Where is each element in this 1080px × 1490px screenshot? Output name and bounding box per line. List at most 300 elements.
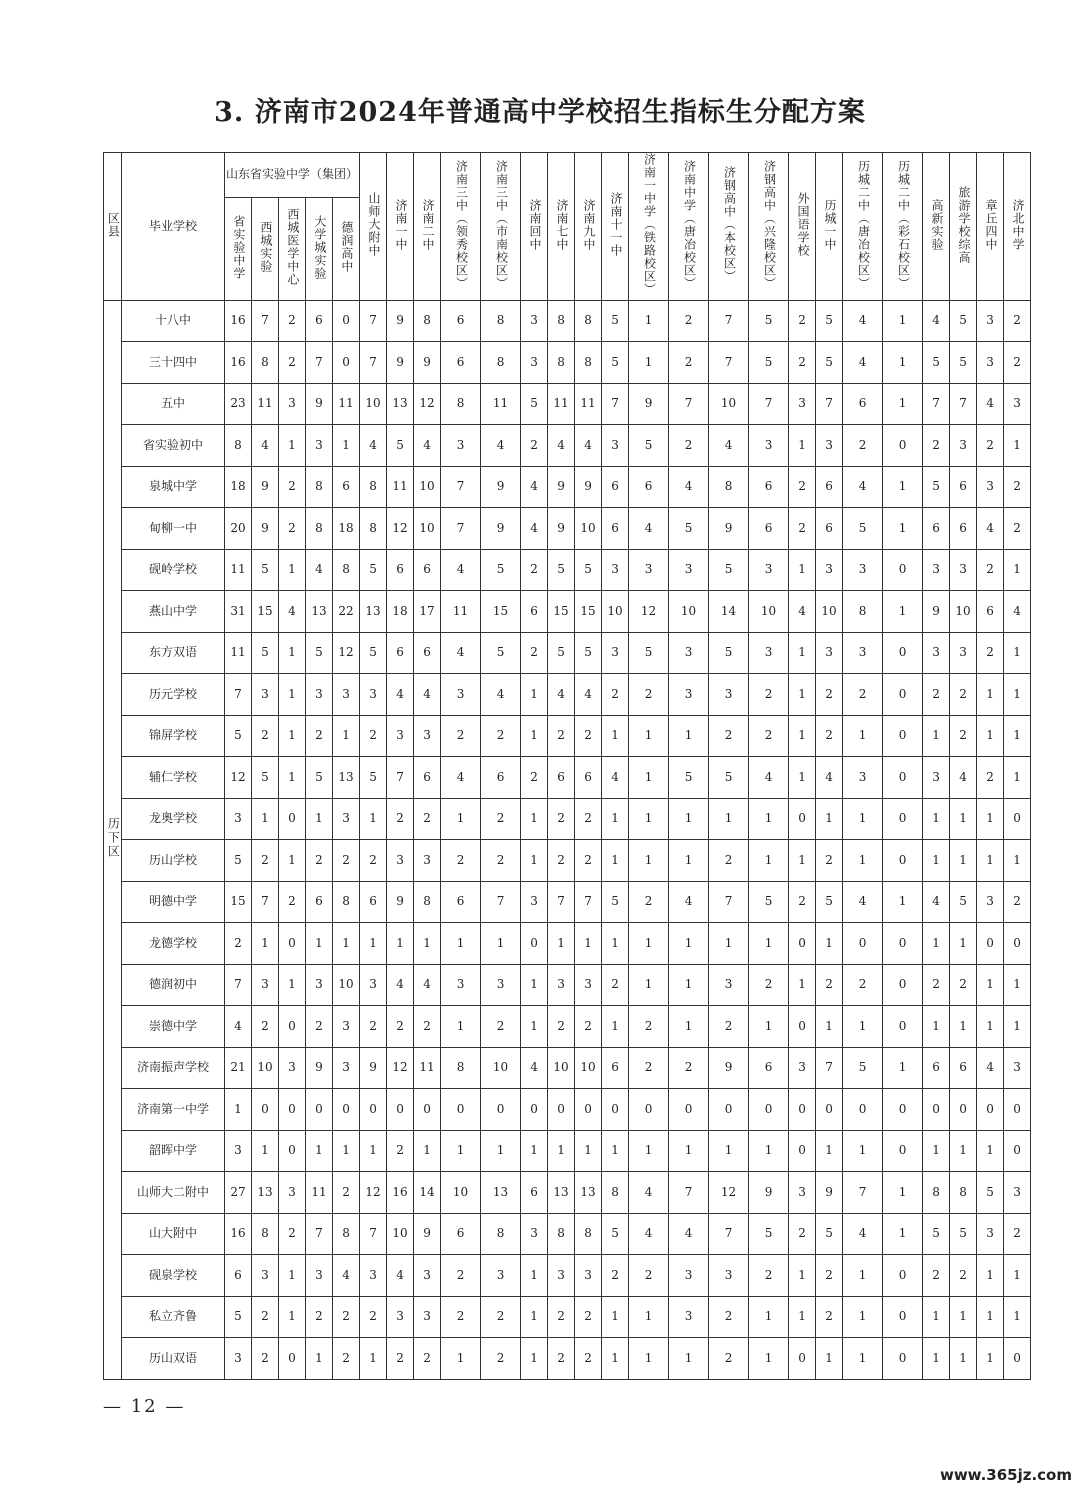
quota-cell: 8	[225, 425, 252, 467]
table-row	[104, 964, 1031, 1006]
quota-cell: 9	[414, 1213, 441, 1255]
quota-cell: 1	[602, 798, 629, 840]
quota-cell: 1	[749, 1130, 789, 1172]
quota-cell: 9	[481, 466, 521, 508]
quota-cell: 4	[481, 425, 521, 467]
quota-cell: 2	[521, 632, 548, 674]
quota-cell: 1	[521, 798, 548, 840]
quota-cell: 1	[629, 1130, 669, 1172]
quota-cell: 0	[709, 1089, 749, 1131]
quota-cell: 1	[843, 1338, 883, 1380]
quota-cell: 9	[414, 342, 441, 384]
quota-cell: 23	[225, 383, 252, 425]
col-header: 济南二中	[414, 153, 441, 301]
quota-cell: 4	[669, 466, 709, 508]
quota-cell: 4	[843, 300, 883, 342]
quota-cell: 3	[306, 964, 333, 1006]
quota-cell: 1	[602, 715, 629, 757]
school-name-cell: 历元学校	[122, 674, 225, 716]
quota-cell: 1	[977, 840, 1004, 882]
quota-cell: 2	[1004, 466, 1031, 508]
quota-cell: 5	[629, 425, 669, 467]
table-row	[104, 1338, 1031, 1380]
quota-cell: 4	[789, 591, 816, 633]
quota-cell: 8	[360, 466, 387, 508]
quota-cell: 2	[252, 840, 279, 882]
quota-cell: 2	[923, 964, 950, 1006]
quota-cell: 0	[333, 1089, 360, 1131]
quota-cell: 0	[387, 1089, 414, 1131]
quota-cell: 2	[923, 425, 950, 467]
quota-cell: 3	[333, 674, 360, 716]
quota-cell: 2	[360, 1006, 387, 1048]
col-header: 济南一中学（铁路校区）	[629, 153, 669, 301]
col-header: 历城二中（彩石校区）	[883, 153, 923, 301]
quota-cell: 9	[387, 881, 414, 923]
quota-cell: 2	[441, 1255, 481, 1297]
quota-cell: 0	[923, 1089, 950, 1131]
quota-cell: 2	[306, 1296, 333, 1338]
quota-cell: 1	[749, 1338, 789, 1380]
quota-cell: 3	[602, 632, 629, 674]
quota-cell: 15	[225, 881, 252, 923]
quota-cell: 6	[441, 342, 481, 384]
quota-cell: 13	[548, 1172, 575, 1214]
quota-cell: 6	[602, 466, 629, 508]
quota-cell: 0	[883, 1296, 923, 1338]
quota-cell: 3	[414, 840, 441, 882]
quota-cell: 2	[789, 300, 816, 342]
quota-cell: 0	[883, 1089, 923, 1131]
quota-cell: 0	[629, 1089, 669, 1131]
quota-cell: 0	[481, 1089, 521, 1131]
quota-cell: 0	[306, 1089, 333, 1131]
quota-cell: 6	[749, 1047, 789, 1089]
quota-cell: 9	[629, 383, 669, 425]
quota-cell: 10	[414, 466, 441, 508]
quota-cell: 8	[333, 1213, 360, 1255]
table-row	[104, 1130, 1031, 1172]
quota-cell: 6	[521, 1172, 548, 1214]
quota-cell: 1	[441, 1338, 481, 1380]
quota-cell: 2	[1004, 300, 1031, 342]
quota-cell: 10	[816, 591, 843, 633]
table-row	[104, 1255, 1031, 1297]
quota-cell: 2	[548, 715, 575, 757]
col-header: 济南中学（唐冶校区）	[669, 153, 709, 301]
quota-cell: 0	[789, 1006, 816, 1048]
quota-cell: 3	[977, 881, 1004, 923]
school-name-cell: 锦屏学校	[122, 715, 225, 757]
district-header: 区县	[104, 153, 122, 301]
quota-cell: 1	[816, 923, 843, 965]
quota-cell: 1	[521, 715, 548, 757]
quota-cell: 8	[333, 549, 360, 591]
quota-cell: 0	[883, 1338, 923, 1380]
quota-cell: 1	[629, 840, 669, 882]
school-name-cell: 甸柳一中	[122, 508, 225, 550]
quota-cell: 3	[306, 674, 333, 716]
quota-cell: 5	[548, 632, 575, 674]
quota-cell: 2	[629, 1047, 669, 1089]
quota-cell: 11	[481, 383, 521, 425]
quota-cell: 2	[602, 1255, 629, 1297]
quota-cell: 2	[629, 1006, 669, 1048]
quota-cell: 21	[225, 1047, 252, 1089]
quota-cell: 1	[360, 923, 387, 965]
school-name-cell: 崇德中学	[122, 1006, 225, 1048]
document-title: 3. 济南市2024年普通高中学校招生指标生分配方案	[214, 97, 866, 128]
quota-cell: 5	[387, 425, 414, 467]
quota-cell: 4	[521, 508, 548, 550]
quota-cell: 1	[279, 549, 306, 591]
quota-cell: 5	[923, 1213, 950, 1255]
quota-cell: 10	[669, 591, 709, 633]
quota-cell: 4	[629, 1172, 669, 1214]
quota-cell: 3	[252, 674, 279, 716]
quota-cell: 0	[252, 1089, 279, 1131]
quota-cell: 2	[950, 1255, 977, 1297]
quota-cell: 2	[521, 549, 548, 591]
quota-cell: 1	[1004, 549, 1031, 591]
quota-cell: 2	[360, 715, 387, 757]
quota-cell: 1	[521, 674, 548, 716]
quota-cell: 1	[923, 1296, 950, 1338]
quota-cell: 8	[481, 1213, 521, 1255]
quota-cell: 1	[669, 964, 709, 1006]
table-row	[104, 840, 1031, 882]
quota-cell: 0	[1004, 798, 1031, 840]
quota-cell: 5	[977, 1172, 1004, 1214]
quota-cell: 4	[816, 757, 843, 799]
quota-cell: 0	[1004, 1089, 1031, 1131]
quota-cell: 3	[1004, 383, 1031, 425]
quota-cell: 1	[749, 840, 789, 882]
quota-cell: 1	[816, 1006, 843, 1048]
col-header: 济南十一中	[602, 153, 629, 301]
quota-cell: 6	[481, 757, 521, 799]
quota-cell: 22	[333, 591, 360, 633]
quota-cell: 1	[749, 798, 789, 840]
quota-cell: 2	[629, 881, 669, 923]
quota-cell: 6	[387, 632, 414, 674]
quota-cell: 2	[306, 1006, 333, 1048]
quota-cell: 2	[279, 508, 306, 550]
quota-cell: 7	[360, 342, 387, 384]
quota-cell: 0	[950, 1089, 977, 1131]
quota-cell: 2	[629, 1255, 669, 1297]
quota-cell: 9	[387, 300, 414, 342]
quota-cell: 4	[521, 466, 548, 508]
quota-cell: 10	[414, 508, 441, 550]
watermark: www.365jz.com	[939, 1466, 1072, 1484]
quota-cell: 4	[1004, 591, 1031, 633]
quota-cell: 5	[360, 632, 387, 674]
quota-cell: 12	[360, 1172, 387, 1214]
quota-cell: 10	[387, 1213, 414, 1255]
quota-cell: 5	[306, 757, 333, 799]
quota-cell: 3	[816, 549, 843, 591]
quota-cell: 5	[749, 881, 789, 923]
quota-cell: 5	[225, 840, 252, 882]
quota-cell: 9	[548, 466, 575, 508]
quota-cell: 1	[789, 425, 816, 467]
quota-cell: 0	[279, 1089, 306, 1131]
quota-cell: 2	[669, 342, 709, 384]
quota-cell: 1	[843, 798, 883, 840]
quota-cell: 5	[923, 342, 950, 384]
quota-cell: 1	[843, 715, 883, 757]
quota-cell: 1	[441, 1130, 481, 1172]
quota-cell: 1	[602, 1130, 629, 1172]
quota-cell: 1	[816, 1338, 843, 1380]
school-name-cell: 私立齐鲁	[122, 1296, 225, 1338]
quota-cell: 1	[669, 715, 709, 757]
quota-cell: 6	[225, 1255, 252, 1297]
school-name-cell: 砚岭学校	[122, 549, 225, 591]
col-header: 济北中学	[1004, 153, 1031, 301]
quota-cell: 0	[816, 1089, 843, 1131]
quota-cell: 2	[950, 715, 977, 757]
table-row	[104, 508, 1031, 550]
school-name-cell: 山大附中	[122, 1213, 225, 1255]
quota-cell: 6	[441, 881, 481, 923]
quota-cell: 1	[629, 923, 669, 965]
quota-cell: 8	[333, 881, 360, 923]
quota-cell: 2	[575, 1338, 602, 1380]
table-row	[104, 1296, 1031, 1338]
quota-cell: 1	[1004, 757, 1031, 799]
quota-cell: 1	[414, 923, 441, 965]
quota-cell: 8	[360, 508, 387, 550]
quota-cell: 2	[521, 757, 548, 799]
quota-cell: 1	[279, 425, 306, 467]
quota-cell: 2	[1004, 1213, 1031, 1255]
quota-cell: 6	[333, 466, 360, 508]
quota-cell: 5	[843, 1047, 883, 1089]
quota-cell: 1	[279, 715, 306, 757]
quota-cell: 1	[575, 923, 602, 965]
quota-cell: 11	[225, 632, 252, 674]
quota-cell: 9	[252, 466, 279, 508]
school-name-cell: 德润初中	[122, 964, 225, 1006]
col-header: 西城实验	[252, 198, 279, 301]
quota-cell: 3	[977, 466, 1004, 508]
quota-cell: 1	[521, 1130, 548, 1172]
quota-cell: 0	[1004, 1130, 1031, 1172]
quota-cell: 10	[360, 383, 387, 425]
quota-cell: 11	[548, 383, 575, 425]
quota-cell: 1	[548, 923, 575, 965]
quota-cell: 8	[548, 300, 575, 342]
quota-cell: 1	[749, 923, 789, 965]
quota-cell: 0	[414, 1089, 441, 1131]
quota-cell: 27	[225, 1172, 252, 1214]
quota-cell: 15	[548, 591, 575, 633]
quota-cell: 5	[816, 881, 843, 923]
quota-cell: 1	[252, 923, 279, 965]
quota-cell: 3	[950, 632, 977, 674]
school-name-cell: 济南振声学校	[122, 1047, 225, 1089]
quota-cell: 3	[521, 881, 548, 923]
quota-cell: 1	[333, 1130, 360, 1172]
quota-cell: 0	[789, 1338, 816, 1380]
quota-cell: 0	[279, 1006, 306, 1048]
quota-cell: 1	[789, 549, 816, 591]
quota-cell: 2	[360, 840, 387, 882]
quota-cell: 11	[252, 383, 279, 425]
quota-cell: 5	[709, 549, 749, 591]
quota-cell: 8	[548, 342, 575, 384]
quota-cell: 4	[387, 1255, 414, 1297]
table-body	[104, 300, 1031, 1379]
quota-cell: 1	[629, 964, 669, 1006]
quota-cell: 5	[225, 1296, 252, 1338]
quota-cell: 11	[306, 1172, 333, 1214]
quota-cell: 0	[883, 1006, 923, 1048]
quota-cell: 7	[749, 383, 789, 425]
quota-cell: 1	[306, 1130, 333, 1172]
quota-cell: 1	[883, 383, 923, 425]
quota-cell: 7	[548, 881, 575, 923]
quota-cell: 0	[360, 1089, 387, 1131]
quota-cell: 6	[923, 1047, 950, 1089]
quota-cell: 4	[669, 1213, 709, 1255]
quota-cell: 0	[883, 840, 923, 882]
quota-cell: 2	[575, 798, 602, 840]
quota-cell: 3	[252, 1255, 279, 1297]
quota-cell: 1	[279, 1255, 306, 1297]
quota-cell: 1	[360, 798, 387, 840]
quota-cell: 7	[360, 300, 387, 342]
quota-cell: 1	[333, 923, 360, 965]
quota-cell: 3	[414, 1255, 441, 1297]
quota-cell: 15	[575, 591, 602, 633]
quota-cell: 1	[789, 840, 816, 882]
group-header: 山东省实验中学（集团）	[225, 153, 360, 198]
quota-cell: 3	[481, 964, 521, 1006]
quota-cell: 7	[441, 508, 481, 550]
quota-cell: 11	[333, 383, 360, 425]
quota-cell: 2	[481, 840, 521, 882]
quota-cell: 3	[923, 757, 950, 799]
quota-cell: 1	[225, 1089, 252, 1131]
school-name-cell: 龙德学校	[122, 923, 225, 965]
quota-cell: 2	[1004, 508, 1031, 550]
quota-cell: 1	[629, 300, 669, 342]
quota-cell: 1	[441, 1006, 481, 1048]
quota-cell: 2	[789, 1213, 816, 1255]
quota-cell: 18	[333, 508, 360, 550]
quota-cell: 6	[441, 300, 481, 342]
col-header: 德润高中	[333, 198, 360, 301]
quota-cell: 6	[629, 466, 669, 508]
quota-cell: 2	[548, 798, 575, 840]
quota-cell: 9	[252, 508, 279, 550]
quota-cell: 1	[602, 1006, 629, 1048]
quota-cell: 7	[225, 674, 252, 716]
quota-cell: 0	[883, 715, 923, 757]
quota-cell: 0	[749, 1089, 789, 1131]
quota-cell: 2	[923, 674, 950, 716]
quota-cell: 8	[575, 300, 602, 342]
quota-cell: 0	[521, 923, 548, 965]
quota-cell: 1	[548, 1130, 575, 1172]
quota-cell: 3	[441, 425, 481, 467]
quota-cell: 9	[709, 1047, 749, 1089]
quota-cell: 6	[602, 508, 629, 550]
quota-cell: 0	[883, 923, 923, 965]
quota-cell: 20	[225, 508, 252, 550]
quota-cell: 7	[923, 383, 950, 425]
col-header: 历城二中（唐冶校区）	[843, 153, 883, 301]
quota-cell: 8	[306, 508, 333, 550]
quota-cell: 5	[816, 1213, 843, 1255]
quota-cell: 3	[548, 964, 575, 1006]
quota-cell: 4	[441, 549, 481, 591]
quota-cell: 3	[669, 1296, 709, 1338]
quota-cell: 1	[923, 1006, 950, 1048]
quota-cell: 0	[883, 674, 923, 716]
quota-cell: 6	[950, 508, 977, 550]
quota-cell: 8	[923, 1172, 950, 1214]
school-name-cell: 历山双语	[122, 1338, 225, 1380]
col-header: 济南九中	[575, 153, 602, 301]
quota-cell: 7	[669, 383, 709, 425]
quota-cell: 5	[816, 342, 843, 384]
quota-cell: 1	[883, 1047, 923, 1089]
quota-cell: 1	[279, 674, 306, 716]
quota-cell: 0	[441, 1089, 481, 1131]
quota-cell: 1	[950, 1296, 977, 1338]
school-name-cell: 山师大二附中	[122, 1172, 225, 1214]
quota-cell: 6	[414, 757, 441, 799]
quota-cell: 9	[923, 591, 950, 633]
quota-cell: 6	[521, 591, 548, 633]
quota-cell: 3	[360, 674, 387, 716]
col-header: 济南一中	[387, 153, 414, 301]
quota-cell: 2	[279, 300, 306, 342]
quota-cell: 5	[575, 549, 602, 591]
quota-cell: 7	[843, 1172, 883, 1214]
quota-cell: 1	[481, 1130, 521, 1172]
quota-cell: 2	[749, 715, 789, 757]
quota-cell: 2	[279, 1213, 306, 1255]
quota-cell: 1	[669, 840, 709, 882]
quota-cell: 5	[816, 300, 843, 342]
quota-cell: 13	[481, 1172, 521, 1214]
quota-cell: 1	[843, 1006, 883, 1048]
quota-cell: 2	[789, 881, 816, 923]
quota-cell: 3	[414, 1296, 441, 1338]
school-header: 毕业学校	[122, 153, 225, 301]
quota-cell: 1	[923, 1338, 950, 1380]
quota-cell: 3	[709, 964, 749, 1006]
allocation-table	[103, 152, 1031, 1380]
quota-cell: 2	[977, 757, 1004, 799]
col-header: 外国语学校	[789, 153, 816, 301]
quota-cell: 4	[575, 674, 602, 716]
table-row	[104, 1047, 1031, 1089]
quota-cell: 3	[923, 632, 950, 674]
quota-cell: 1	[1004, 1296, 1031, 1338]
col-header: 山师大附中	[360, 153, 387, 301]
quota-cell: 12	[387, 1047, 414, 1089]
quota-cell: 5	[252, 549, 279, 591]
quota-cell: 9	[749, 1172, 789, 1214]
quota-cell: 0	[279, 798, 306, 840]
quota-cell: 4	[629, 508, 669, 550]
